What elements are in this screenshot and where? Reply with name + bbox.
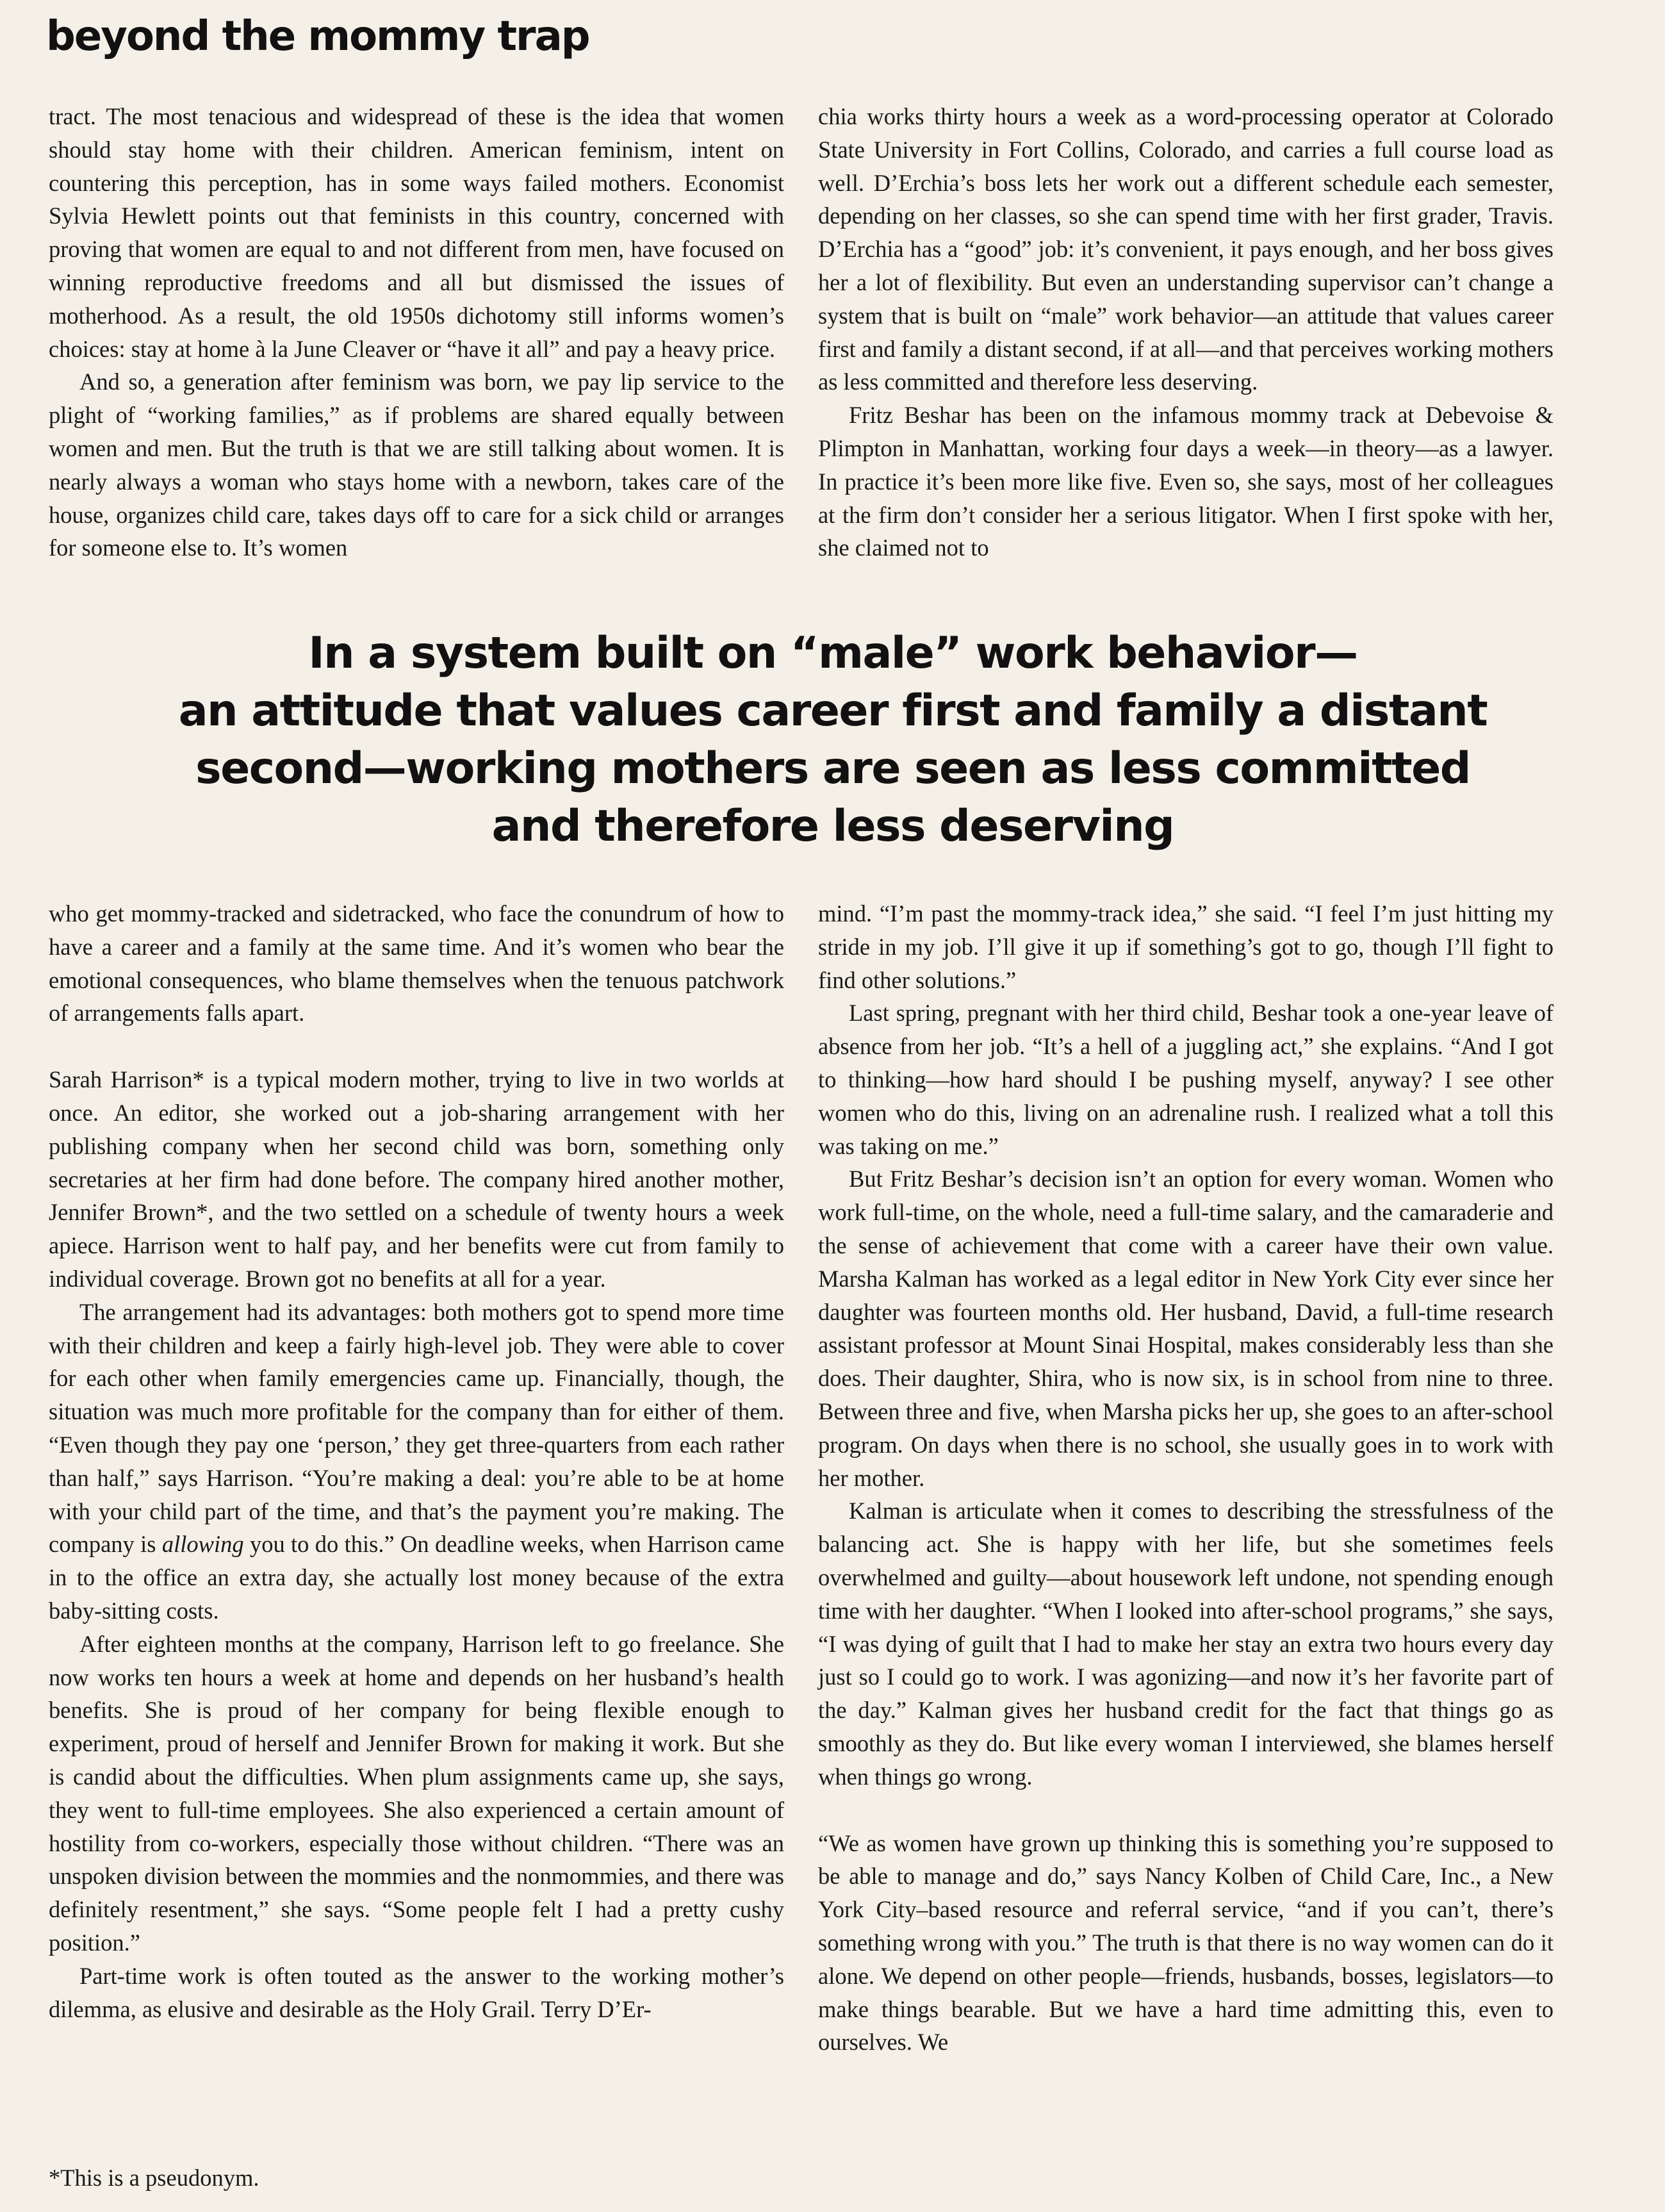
body-paragraph: Fritz Beshar has been on the infamous mommy track at Debevoise & Plimpton in Manhattan, working four days a week—in theory—as a lawyer. In practice it’s been more like five. Even so, she says, most of her colleagues at the firm don’t consider her a serious litigator. When I first spoke with her, she claimed not to [818, 402, 1554, 561]
body-paragraph: Sarah Harrison* is a typical modern mother, trying to live in two worlds at once. An editor, she worked out a job-sharing arrangement with her publishing company when her second child was born, something only secretaries at her firm had done before. The company hired another mother, Jennifer Brown*, and the two settled on a schedule of twenty hours a week apiece. Harrison went to half pay, and her benefits were cut from family to individual coverage. Brown got no benefits at all for a year. [49, 1066, 784, 1292]
body-paragraph: After eighteen months at the company, Harrison left to go freelance. She now works ten hours a week at home and depends on her husband’s health benefits. She is proud of her company for being flexible enough to experiment, proud of herself and Jennifer Brown for making it work. But she is candid about the difficulties. When plum assignments came up, she says, they went to full-time employees. She also experienced a certain amount of hostility from co-workers, especially those without children. “There was an unspoken division between the mommies and the nonmommies, and there was definitely resentment,” she says. “Some people felt I had a pretty cushy position.” [49, 1630, 784, 1956]
body-paragraph: mind. “I’m past the mommy-track idea,” she said. “I feel I’m just hitting my stride in my job. I’ll give it up if something’s got to go, though I’ll fight to find other solutions.” [818, 900, 1554, 993]
running-title: beyond the mommy trap [46, 13, 589, 60]
body-paragraph [49, 1296, 784, 1628]
bottom-left-column [49, 897, 784, 2153]
body-paragraph: chia works thirty hours a week as a word-processing operator at Colorado State University in Fort Collins, Colorado, and carries a full course load as well. D’Erchia’s boss lets her work out a different schedule each semester, depending on her classes, so she can spend time with her first grader, Travis. D’Erchia has a “good” job: it’s convenient, it pays enough, and her boss gives her a lot of flexibility. But even an understanding supervisor can’t change a system that is built on “male” work behavior—an attitude that values career first and family a distant second, if at all—and that perceives working mothers as less committed and therefore less deserving. [818, 103, 1554, 395]
body-paragraph: Part-time work is often touted as the answer to the working mother’s dilemma, as elusive and desirable as the Holy Grail. Terry D’Er- [49, 1962, 784, 2022]
quote-text: The arrangement had its advantages: both mothers got to spend more time with their children and keep a fairly high-level job. They were able to cover for each other when family emergencies came up. Financially, though, the situation was much more profitable for the company than for either of them. “Even though they pay one ‘person,’ they get three-quarters from each rather than half,” says Harrison. “You’re making a deal: you’re able to be at home with your child part of the time, and that’s the payment you’re making. The company is [49, 1298, 784, 1558]
body-paragraph: “We as women have grown up thinking this is something you’re supposed to be able to manage and do,” says Nancy Kolben of Child Care, Inc., a New York City–based resource and referral service, “and if you can’t, there’s something wrong with you.” The truth is that there is no way women can do it alone. We depend on other people—friends, husbands, bosses, legislators—to make things bearable. But we have a hard time admitting this, even to ourselves. We [818, 1829, 1554, 2056]
bottom-right-column [818, 897, 1554, 2153]
body-paragraph: Kalman is articulate when it comes to describing the stressfulness of the balancing act. She is happy with her life, but she sometimes feels overwhelmed and guilty—about housework left undone, not spending enough time with her daughter. “When I looked into after-school programs,” she says, “I was dying of guilt that I had to make her stay an extra two hours every day just so I could go to work. I was agonizing—and now it’s her favorite part of the day.” Kalman gives her husband credit for the fact that things go as smoothly as they do. But like every woman I interviewed, she blames herself when things go wrong. [818, 1498, 1554, 1790]
pull-quote-line: and therefore less deserving [491, 801, 1174, 852]
body-paragraph: But Fritz Beshar’s decision isn’t an option for every woman. Women who work full-time, on the whole, need a full-time salary, and the camaraderie and the sense of achievement that come with a career have their own value. Marsha Kalman has worked as a legal editor in New York City ever since her daughter was fourteen months old. Her husband, David, a full-time research assistant professor at Mount Sinai Hospital, makes considerably less than she does. Their daughter, Shira, who is now six, is in school from nine to three. Between three and five, when Marsha picks her up, she goes to an after-school program. On days when there is no school, she usually goes in to work with her mother. [818, 1166, 1554, 1491]
top-left-column [49, 100, 784, 593]
top-right-column [818, 100, 1554, 593]
body-paragraph: who get mommy-tracked and sidetracked, who face the conundrum of how to have a career and a family at the same time. And it’s women who bear the emotional consequences, who blame themselves when the tenuous patchwork of arrangements falls apart. [49, 900, 784, 1027]
body-paragraph: Last spring, pregnant with her third child, Beshar took a one-year leave of absence from her job. “It’s a hell of a juggling act,” she explains. “And I got to thinking—how hard should I be pushing myself, anyway? I see other women who do this, living on an adrenaline rush. I realized what a toll this was taking on me.” [818, 1000, 1554, 1159]
quote-text: you to do this.” On deadline weeks, when Harrison came in to the office an extra day, she actually lost money because of the extra baby-sitting costs. [49, 1531, 785, 1624]
emphasis-text: allowing [161, 1531, 244, 1558]
pull-quote [38, 625, 1627, 855]
pull-quote-line: In a system built on “male” work behavior— [308, 628, 1357, 679]
pull-quote-line: an attitude that values career first and family a distant [178, 686, 1488, 736]
body-paragraph: tract. The most tenacious and widespread of these is the idea that women should stay home with their children. American feminism, intent on countering this perception, has in some ways failed mothers. Economist Sylvia Hewlett points out that feminists in this country, concerned with proving that women are equal to and not different from men, have focused on winning reproductive freedoms and all but dismissed the issues of motherhood. As a result, the old 1950s dichotomy still informs women’s choices: stay at home à la June Cleaver or “have it all” and pay a heavy price. [49, 103, 784, 362]
pull-quote-line: second—working mothers are seen as less committed [195, 743, 1470, 794]
body-paragraph: And so, a generation after feminism was born, we pay lip service to the plight of “working families,” as if problems are shared equally between women and men. But the truth is that we are still talking about women. It is nearly always a woman who stays home with a newborn, takes care of the house, organizes child care, takes days off to care for a sick child or arranges for someone else to. It’s women [49, 368, 784, 561]
footnote: *This is a pseudonym. [49, 2165, 259, 2191]
